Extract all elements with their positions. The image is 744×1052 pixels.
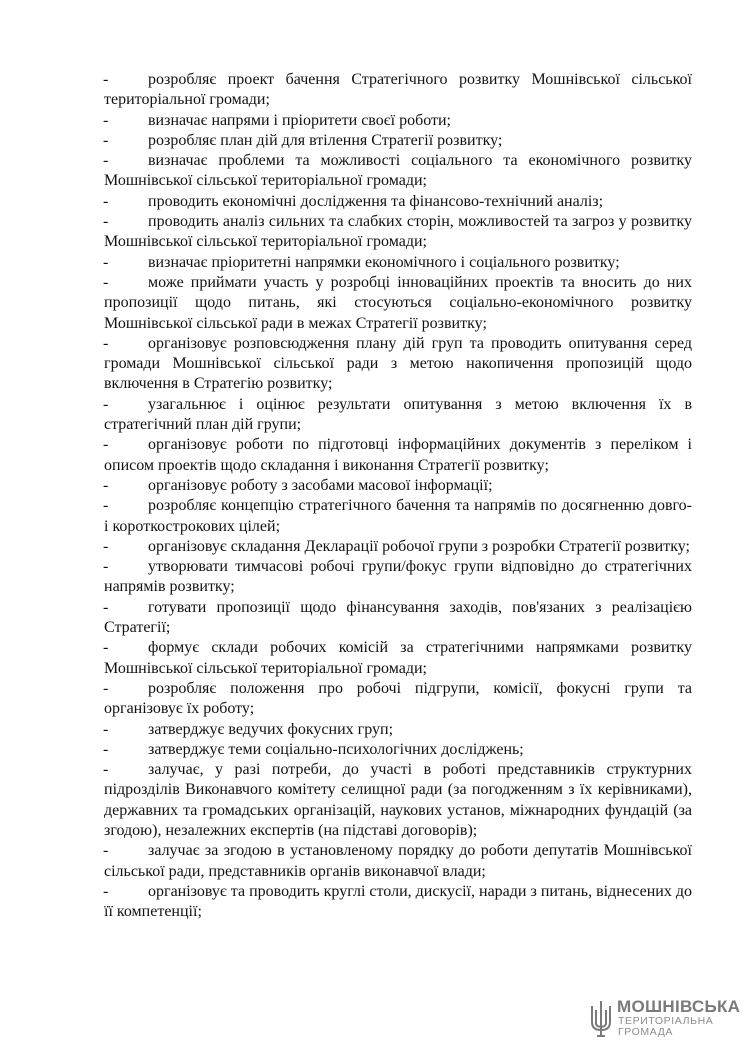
list-item-text: організовує складання Декларації робочої групи з розробки Стратегії розвитку; <box>148 537 690 555</box>
list-item <box>104 334 692 395</box>
list-item <box>104 537 692 557</box>
list-bullet: - <box>103 537 109 555</box>
list-bullet: - <box>103 253 109 271</box>
list-bullet: - <box>103 476 109 494</box>
list-bullet: - <box>103 273 109 291</box>
list-item <box>104 192 692 212</box>
trident-emblem-icon <box>590 1000 612 1038</box>
list-item-text: організовує роботу з засобами масової інформації; <box>148 476 493 494</box>
list-item <box>104 679 692 720</box>
list-item <box>104 720 692 740</box>
list-item <box>104 273 692 334</box>
list-item-text: узагальнює і оцінює результати опитування з метою включення їх в стратегічний план дій групи; <box>104 395 692 434</box>
list-item-text: визначає проблеми та можливості соціального та економічного розвитку Мошнівської сільської територіальної громади; <box>104 152 692 190</box>
list-bullet: - <box>103 740 109 758</box>
list-item-text: утворювати тимчасові робочі групи/фокус групи відповідно до стратегічних напрямів розвитку; <box>104 558 692 596</box>
list-item-text: розробляє проект бачення Стратегічного розвитку Мошнівської сільської територіальної громади; <box>104 71 692 109</box>
list-bullet: - <box>103 497 109 515</box>
list-bullet: - <box>103 598 109 616</box>
list-item-text: затверджує ведучих фокусних груп; <box>148 720 394 738</box>
list-item <box>104 395 692 436</box>
list-item-text: затверджує теми соціально-психологічних досліджень; <box>148 740 524 758</box>
list-item-text: може приймати участь у розробці інноваційних проектів та вносить до них пропозиції щодо питань, які стосуються соціально-економічного розвитку Мошнівської сільської ради в межах Стратегії розвитку; <box>104 273 692 332</box>
list-item <box>104 496 692 537</box>
list-item-text: проводить аналіз сильних та слабких сторін, можливостей та загроз у розвитку Мошнівської сільської територіальної громади; <box>104 213 692 251</box>
list-bullet: - <box>103 882 109 900</box>
list-bullet: - <box>103 111 109 129</box>
list-bullet: - <box>103 395 109 413</box>
list-item <box>104 841 692 882</box>
list-item-text: розробляє план дій для втілення Стратегії розвитку; <box>148 131 503 149</box>
logo-name: МОШНІВСЬКА <box>617 997 741 1016</box>
list-bullet: - <box>103 639 109 657</box>
list-item-text: організовує розповсюдження плану дій груп та проводить опитування серед громади Мошнівської сільської ради з метою накопичення пропозицій щодо включення в Стратегію розвитку; <box>104 334 692 393</box>
list-bullet: - <box>103 71 109 88</box>
list-item <box>104 760 692 841</box>
list-item-text: визначає пріоритетні напрямки економічного і соціального розвитку; <box>148 253 620 271</box>
list-item <box>104 253 692 273</box>
list-item-text: залучає за згодою в установленому порядку до роботи депутатів Мошнівської сільської ради, представників органів виконавчої влади; <box>104 842 692 880</box>
list-item <box>104 638 692 679</box>
list-item-text: визначає напрями і пріоритети своєї роботи; <box>148 111 451 129</box>
list-bullet: - <box>103 213 109 231</box>
list-item <box>104 476 692 496</box>
list-item <box>104 435 692 476</box>
list-bullet: - <box>103 679 109 697</box>
list-bullet: - <box>103 761 109 779</box>
list-item <box>104 557 692 598</box>
list-item <box>104 740 692 760</box>
list-item <box>104 70 692 111</box>
list-item <box>104 111 692 131</box>
list-item-text: формує склади робочих комісій за стратегічними напрямками розвитку Мошнівської сільської територіальної громади; <box>104 639 692 677</box>
document-body <box>104 70 692 922</box>
list-item <box>104 151 692 192</box>
list-item-text: організовує та проводить круглі столи, дискусії, наради з питань, віднесених до її компетенції; <box>104 882 692 921</box>
list-bullet: - <box>103 131 109 149</box>
list-item-text: залучає, у разі потреби, до участі в роботі представників структурних підрозділів Виконавчого комітету селищної ради (за погодженням з їх керівниками), державних та громадських організацій, наукових установ, міжнародних фундацій (за згодою), незалежних експертів (на підставі договорів); <box>104 761 692 839</box>
list-item-text: розробляє положення про робочі підгрупи, комісії, фокусні групи та організовує їх роботу; <box>104 679 692 718</box>
list-item <box>104 212 692 253</box>
logo-subtitle-2: ГРОМАДА <box>618 1026 674 1038</box>
list-item-text: організовує роботи по підготовці інформаційних документів з переліком і описом проектів щодо складання і виконання Стратегії розвитку; <box>104 436 692 474</box>
list-item-text: проводить економічні дослідження та фінансово-технічний аналіз; <box>148 192 604 210</box>
list-bullet: - <box>103 152 109 170</box>
list-item-text: розробляє концепцію стратегічного бачення та напрямів по досягненню довго- і короткострокових цілей; <box>104 497 692 535</box>
list-bullet: - <box>103 842 109 860</box>
list-bullet: - <box>103 436 109 454</box>
list-item <box>104 598 692 639</box>
list-bullet: - <box>103 334 109 352</box>
list-bullet: - <box>103 558 109 576</box>
logo-subtitle-1: ТЕРИТОРІАЛЬНА <box>618 1015 714 1027</box>
list-item-text: готувати пропозиції щодо фінансування заходів, пов'язаних з реалізацією Стратегії; <box>104 598 692 637</box>
list-bullet: - <box>103 192 109 210</box>
list-item <box>104 131 692 151</box>
list-item <box>104 882 692 923</box>
community-logo <box>590 997 741 1042</box>
list-bullet: - <box>103 720 109 738</box>
